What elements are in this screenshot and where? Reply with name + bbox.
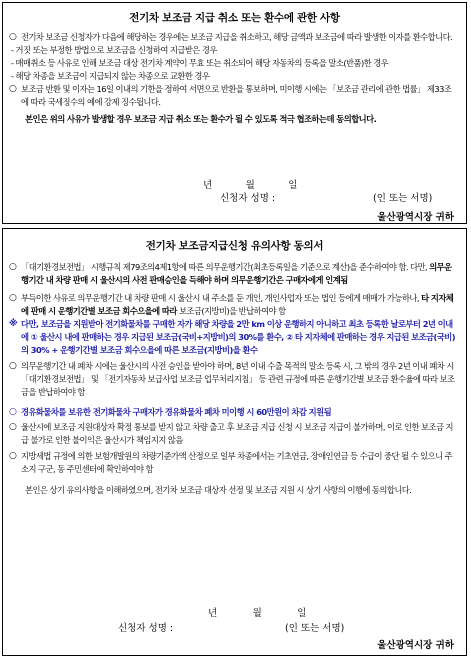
month-label: 월	[245, 180, 255, 191]
section2-note	[3, 318, 466, 357]
circle-bullet-icon: ○	[9, 361, 17, 371]
section2-item-4	[3, 406, 466, 419]
section1-item-4	[3, 70, 466, 83]
section1-item-1	[3, 31, 466, 44]
notice-agreement-section	[2, 228, 467, 656]
section2-item-5-text: 울산시에 보조금 지원대상자 확정 통보를 받지 않고 차량 출고 후 보조금 지급 신청 시 보조금 지급이 불가하며, 이로 인한 보조금 지급 불가로 인한 불이익은 울산시가 책임지지 않음	[21, 422, 454, 445]
section1-date-line	[203, 177, 297, 191]
section2-title: 전기차 보조금지급신청 유의사항 동의서	[145, 240, 324, 252]
circle-bullet-icon: ○	[9, 407, 17, 417]
section1-title: 전기차 보조금 지급 취소 또는 환수에 관한 사항	[129, 12, 340, 24]
section1-item-3-text: 매매취소 등 사유로 인해 보조금 대상 전기차 계약이 무효 또는 취소되어 해당 자동차의 등록을 말소(반품)한 경우	[15, 58, 389, 68]
dash-bullet: -	[11, 45, 14, 55]
section1-item-5-text: 보조금 반환 및 이자는 16일 이내의 기한을 정하여 서면으로 반환을 통보하며, 미이행 시에는 「보조금 관리에 관한 법률」 제33조에 따라 국세징수의 예에 강제 징수됩니다.	[21, 84, 452, 107]
section2-item-2	[3, 292, 466, 318]
section2-note-text: 다만, 보조금을 지원받아 전기화물차를 구매한 자가 해당 차량을 2만 km 이상 운행하지 아니하고 최초 등록한 날로부터 2년 이내에 ① 울산시 내에 판매하는 경우 지급된 보조금(국비+지방비)의 30%를 환수, ② 타 지자체에 판매하는 경우 지급된 보조금(국비)의 30% + 운행기간별 보조금 회수으을에 따른 보조금(지방비)을 환수	[21, 319, 455, 355]
year-label: 년	[208, 608, 217, 619]
section2-item-5	[3, 421, 466, 447]
circle-bullet-icon: ○	[9, 293, 17, 303]
circle-bullet-icon: ○	[9, 422, 17, 432]
section2-addressee: 울산광역시장 귀하	[377, 640, 454, 651]
section1-applicant-label: 신청자 성명 :	[220, 193, 276, 204]
section1-sign-note: (인 또는 서명)	[373, 193, 433, 204]
section2-sign-note: (인 또는 서명)	[285, 623, 345, 634]
cancellation-section	[2, 2, 467, 224]
section2-item-2-tail: 보조금(지방비)을 반납하여야 함	[176, 306, 286, 316]
day-label: 일	[297, 608, 307, 619]
section2-applicant-label: 신청자 성명 :	[118, 623, 174, 634]
section1-item-2	[3, 44, 466, 57]
circle-bullet-icon: ○	[9, 32, 17, 42]
year-label: 년	[203, 180, 212, 191]
section1-item-4-text: 해당 차종을 보조금이 지급되지 않는 차종으로 교환한 경우	[15, 71, 210, 81]
section2-item-6-text: 지방세법 규정에 의한 보험개발원의 차량기준가액 산정으로 일부 차종에서는 기초연금, 장애인연금 등 수급이 중단 될 수 있으니 주소지 구군, 동 주민센터에 확인하여야 함	[21, 451, 453, 474]
asterisk-note-icon: ※	[9, 319, 18, 329]
section2-item-1-text: 「대기환경보전법」 시행규칙 제79조의4제1항에 따른 의무운행기간(최초등록일을 기준으로 계산)을 준수하여야 함. 다만,	[21, 262, 430, 272]
dash-bullet: -	[11, 58, 14, 68]
section1-item-2-text: 거짓 또는 부정한 방법으로 보조금을 신청하여 지급받은 경우	[15, 45, 217, 55]
circle-bullet-icon: ○	[9, 451, 17, 461]
section2-item-2-text: 부득이한 사유로 의무운행기간 내 차량 판매 시 울산시 내 주소를 둔 개인, 개인사업자 또는 법인 등에게 매매가 가능하나,	[21, 293, 422, 303]
section1-addressee: 울산광역시장 귀하	[377, 212, 454, 223]
circle-bullet-icon: ○	[9, 84, 17, 94]
section2-item-3	[3, 360, 466, 399]
section2-item-2-bold: 타 지자체에 판매 시 운행기간별 보조금 회수으을에 따라	[21, 293, 454, 316]
section1-item-5	[3, 83, 466, 109]
circle-bullet-icon: ○	[9, 262, 17, 272]
section2-item-1	[3, 261, 466, 287]
month-label: 월	[252, 608, 262, 619]
section2-date-line	[208, 605, 306, 619]
section1-item-1-text: 전기차 보조금 신청자가 다음에 해당하는 경우에는 보조금 지급을 취소하고, 해당 금액과 보조금에 따라 발생한 이자를 환수합니다.	[21, 32, 453, 42]
section2-item-6	[3, 450, 466, 476]
section2-item-4-text: 경유화물차를 보유한 전기화물차 구매자가 경유화물차 폐차 미이행 시 60만원이 차감 지원됨	[21, 407, 332, 417]
dash-bullet: -	[11, 71, 14, 81]
section2-item-3-text: 의무운행기간 내 폐차 시에는 울산시의 사전 승인을 받아야 하며, 8년 이내 수출 목적의 말소 등록 시, 그 밖의 경우 2년 이내 폐차 시 「대기환경보전법」 및 「전기자동차 보급사업 보조금 업무처리지침」 등 관련 규정에 따른 운행기간별 보조금 환수율에 따라 보조금을 반납하여야 함	[21, 361, 455, 397]
section1-agreement: 본인은 위의 사유가 발생할 경우 보조금 지급 취소 또는 환수가 될 수 있도록 적극 협조하는데 동의합니다.	[25, 114, 377, 124]
section2-agreement: 본인은 상기 유의사항을 이해하였으며, 전기차 보조금 대상자 선정 및 보조금 지원 시 상기 사항의 이행에 동의합니다.	[25, 485, 412, 495]
day-label: 일	[288, 180, 298, 191]
section2-item-1-bold: 의무운행기간 내 차량 판매 시 울산시의 사전 판매승인을 득해야 하며 의무운행기간은 구매자에게 인계됨	[21, 262, 452, 285]
section1-item-3	[3, 57, 466, 70]
